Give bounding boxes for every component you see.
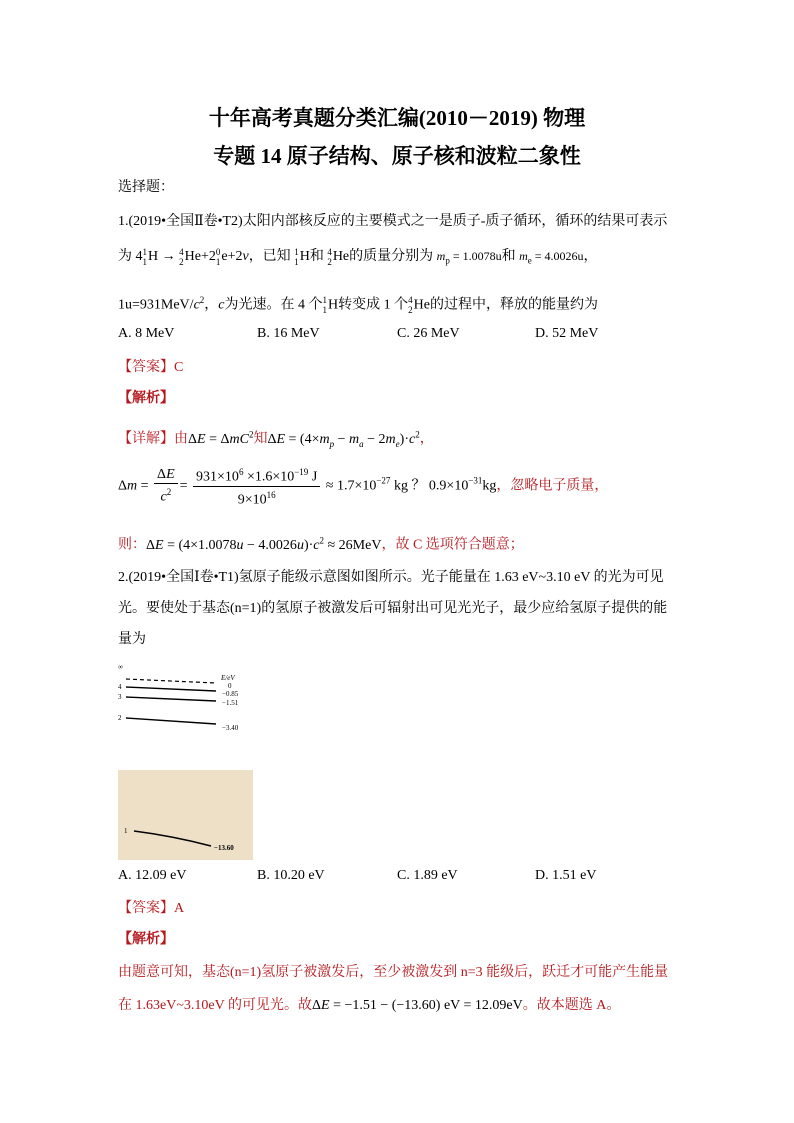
level-line-2 [126,718,216,724]
doc-subtitle: 专题 14 原子结构、原子核和波粒二象性 [213,144,581,168]
level-e-3: −1.51 [222,699,239,707]
q2-analysis-line1: 由题意可知，基态(n=1)氢原子被激发后，至少被激发到 n=3 能级后，跃迁才可能产生能量 [118,965,669,980]
q2-choice-c[interactable]: C. 1.89 eV [397,868,458,883]
q2-analysis-line2: 在 1.63eV~3.10eV 的可见光。故ΔE = −1.51 − (−13.60) eV = 12.09eV。故本题选 A。 [118,998,621,1013]
doc-title: 十年高考真题分类汇编(2010－2019) 物理 [208,106,586,130]
q2-analysis-label: 【解析】 [118,932,174,947]
q1-conclusion: 则：$\Delta E = (4\times 1.0078u - 4.0026u)\cdot c^2 \approx 26MeV$，故 C 选项符合题意； [118,535,524,553]
q1-answer: 【答案】C [118,360,184,375]
level-n-2: 2 [118,714,122,722]
q1-mass-defect: Δm = $\frac{\Delta E}{c^2}$ = $\frac{931\times 10^6 \times 1.6\times 10^{-19} J}{9\times 10^{16}}$ ≈ $1.7\times 10^{-27}$ kg ？ $0.9\times 10^{-31}kg$，忽略电子质量， [118,464,608,508]
q2-stem-line1: 2.(2019•全国Ⅰ卷•T1)氢原子能级示意图如图所示。光子能量在 1.63 eV~3.10 eV 的光为可见 [118,570,664,585]
level-n-4: 4 [118,683,122,691]
level-e-4: −0.85 [222,690,239,698]
q1-stem-line1: 1.(2019•全国Ⅱ卷•T2)太阳内部核反应的主要模式之一是质子-质子循环，循环的结果可表示 [118,214,668,229]
q1-analysis-label: 【解析】 [118,391,174,406]
q1-detail: 【详解】由ΔE = ΔmC$^2$知$\Delta E = (4\times m_p - m_a - 2m_e)\cdot c^2$， [118,429,434,449]
level-line-inf [126,679,216,683]
level-line-3 [126,697,216,701]
q2-choice-a[interactable]: A. 12.09 eV [118,868,187,883]
level-n-3: 3 [118,693,122,701]
level-n-1: 1 [124,827,128,835]
level-e-1: −13.60 [214,844,234,852]
q1-stem-line2: 为 4 1 1 H → 4 2 He+2 0 1 e+2ν，已知 1 1 H和 4 2 He的质量分别为 $m_p = 1.0078u$和 $m_e = 4.0026u$， [118,246,598,267]
section-label: 选择题： [118,180,174,195]
q1-choice-c[interactable]: C. 26 MeV [397,326,460,341]
unit-label: E/eV [221,674,235,682]
energy-level-diagram [118,660,258,860]
level-line-4 [126,687,216,691]
level-n-inf: ∞ [118,663,123,671]
level-e-2: −3.40 [222,724,239,732]
q1-stem-line3: $1u=931MeV/c^2$，c为光速。在 4 个 1 1 H转变成 1 个 4 2 He的过程中，释放的能量约为 [118,295,598,316]
q2-stem-line3: 量为 [118,632,146,647]
level-e-inf: 0 [228,682,232,690]
q2-answer: 【答案】A [118,901,185,916]
q1-choice-a[interactable]: A. 8 MeV [118,326,175,341]
q2-choice-d[interactable]: D. 1.51 eV [535,868,597,883]
q2-stem-line2: 光。要使处于基态(n=1)的氢原子被激发后可辐射出可见光光子，最少应给氢原子提供的能 [118,601,668,616]
energy-level-svg [118,660,258,860]
q1-choice-b[interactable]: B. 16 MeV [257,326,320,341]
q1-choice-d[interactable]: D. 52 MeV [535,326,599,341]
q2-choice-b[interactable]: B. 10.20 eV [257,868,325,883]
